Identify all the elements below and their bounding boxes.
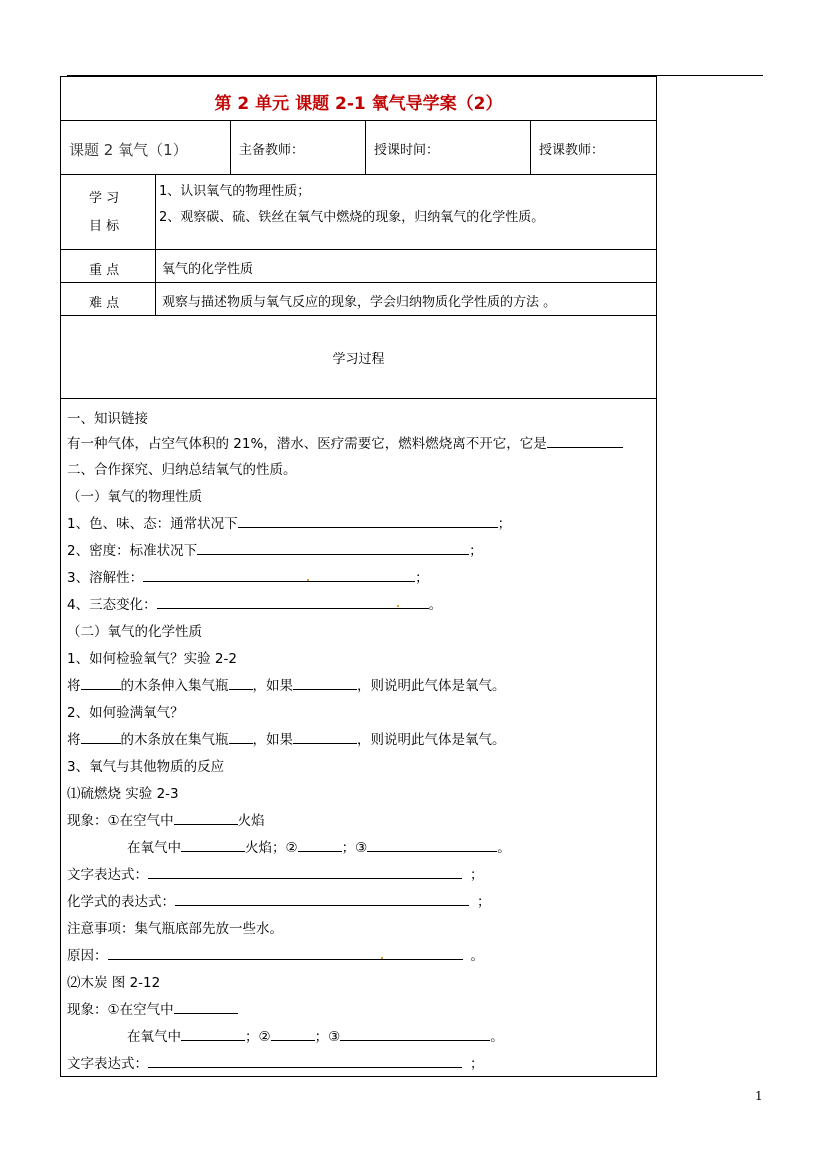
- blank-charcoal-3[interactable]: [340, 1026, 490, 1041]
- blank-full-1[interactable]: [81, 729, 121, 744]
- blank-sulfur-3[interactable]: [367, 837, 497, 852]
- goals-label-a: 学 习: [89, 191, 120, 206]
- semicolon: ；: [469, 543, 483, 559]
- blank-sulfur-2[interactable]: [298, 837, 342, 852]
- test-text-2: 的木条伸入集气瓶: [120, 678, 229, 694]
- sulfur-obs-oxygen: [127, 836, 511, 856]
- difficulty-text-cell: [156, 283, 658, 315]
- period: 。: [428, 597, 443, 613]
- difficulty-label: 难 点: [89, 296, 120, 311]
- full-text-1: 将: [67, 732, 81, 748]
- stray-mark: [381, 957, 383, 959]
- blank-word-eq2[interactable]: [148, 1053, 462, 1068]
- difficulty-label-cell: [61, 283, 156, 315]
- goal-item-2: 2、观察碳、硫、铁丝在氧气中燃烧的现象，归纳氧气的化学性质。: [159, 210, 545, 225]
- header-row: [61, 121, 656, 175]
- time-cell: [366, 121, 531, 174]
- physical-density-text: 2、密度：标准状况下: [67, 543, 198, 559]
- charcoal-obs-label: 现象：①在空气中: [67, 1002, 174, 1018]
- blank-solubility[interactable]: [143, 567, 415, 582]
- question-gas: [67, 432, 623, 452]
- semicolon: ；: [415, 570, 429, 586]
- chem-full-oxygen: 2、如何验满氧气？: [67, 705, 184, 721]
- sep3-text: ；③: [341, 840, 368, 856]
- charcoal-obs-air: [67, 998, 238, 1018]
- blank-charcoal-2[interactable]: [271, 1026, 315, 1041]
- physical-color: [67, 512, 511, 532]
- sep2b-text: ；③: [314, 1029, 341, 1045]
- full-text-3: ，如果: [252, 732, 293, 748]
- difficulty-row: [61, 283, 656, 316]
- difficulty-text: 观察与描述物质与氧气反应的现象，学会归纳物质化学性质的方法 。: [162, 295, 557, 310]
- test-text-1: 将: [67, 678, 81, 694]
- worksheet-table: [60, 76, 657, 1077]
- blank-full-3[interactable]: [293, 729, 357, 744]
- flame-sep-text: 火焰；②: [245, 840, 298, 856]
- test-text-3: ，如果: [252, 678, 293, 694]
- semicolon: ；: [497, 516, 512, 532]
- sulfur-chem-eq: [67, 890, 491, 910]
- chem-full-method: [67, 728, 506, 748]
- chem-test-oxygen: 1、如何检验氧气？实验 2-2: [67, 651, 237, 667]
- word-eq-label: 文字表达式：: [67, 867, 148, 883]
- question-gas-text: 有一种气体，占空气体积的 21%，潜水、医疗需要它，燃料燃烧离不开它，它是: [67, 436, 547, 452]
- blank-sulfur-oxygen[interactable]: [181, 837, 245, 852]
- flame-text: 火焰: [237, 813, 265, 829]
- goal-item-1: 1、认识氧气的物理性质；: [159, 184, 311, 199]
- blank-color[interactable]: [238, 513, 498, 528]
- charcoal-word-eq: [67, 1052, 484, 1072]
- page-number: 1: [755, 1089, 763, 1103]
- chem-test-method: [67, 674, 506, 694]
- full-text-2: 的木条放在集气瓶: [120, 732, 229, 748]
- charcoal-obs-oxygen: [127, 1025, 504, 1045]
- reason-label: 原因：: [67, 948, 108, 964]
- physical-solubility-text: 3、溶解性：: [67, 570, 144, 586]
- goals-label-cell: [61, 175, 156, 249]
- teacher-cell: [231, 121, 366, 174]
- process-title: 学习过程: [332, 352, 385, 367]
- key-point-label-cell: [61, 250, 156, 282]
- stray-mark: [397, 605, 399, 607]
- section-explore: 二、合作探究、归纳总结氧气的性质。: [67, 462, 297, 478]
- semicolon: ；: [477, 894, 491, 910]
- period: 。: [470, 948, 484, 964]
- lesson-name: 课题 2 氧气（1）: [69, 141, 188, 159]
- lecturer-label: 授课教师：: [539, 143, 605, 158]
- sulfur-word-eq: [67, 863, 484, 883]
- physical-color-text: 1、色、味、态：通常状况下: [67, 516, 238, 532]
- physical-solubility: [67, 566, 429, 586]
- physical-states-text: 4、三态变化：: [67, 597, 157, 613]
- blank-charcoal-oxygen[interactable]: [181, 1026, 245, 1041]
- physical-states: [67, 593, 442, 613]
- document-title: 第 2 单元 课题 2-1 氧气导学案（2）: [214, 94, 503, 114]
- blank-full-2[interactable]: [229, 729, 253, 744]
- test-text-4: ，则说明此气体是氧气。: [357, 678, 506, 694]
- blank-test-1[interactable]: [81, 675, 121, 690]
- period: 。: [490, 1029, 504, 1045]
- key-point-row: [61, 250, 656, 283]
- sulfur-notice: 注意事项：集气瓶底部先放一些水。: [67, 921, 283, 937]
- blank-word-eq[interactable]: [148, 864, 462, 879]
- title-row: [61, 77, 656, 121]
- teacher-label: 主备教师：: [239, 143, 305, 158]
- key-point-text: 氧气的化学性质: [162, 262, 254, 277]
- sulfur-heading: ⑴硫燃烧 实验 2-3: [67, 786, 179, 802]
- content-area: [61, 399, 656, 1075]
- blank-sulfur-air[interactable]: [174, 810, 238, 825]
- section-knowledge: 一、知识链接: [67, 411, 148, 427]
- semicolon: ；: [470, 1056, 484, 1072]
- goals-label-b: 目 标: [89, 219, 120, 234]
- word-eq2-label: 文字表达式：: [67, 1056, 148, 1072]
- section-chemical: （二）氧气的化学性质: [67, 624, 202, 640]
- blank-gas[interactable]: [547, 433, 623, 448]
- blank-density[interactable]: [197, 540, 469, 555]
- key-point-text-cell: [156, 250, 658, 282]
- stray-mark: [307, 579, 309, 581]
- blank-chem-eq[interactable]: [175, 891, 469, 906]
- charcoal-heading: ⑵木炭 图 2-12: [67, 975, 161, 991]
- blank-states[interactable]: [157, 594, 429, 609]
- blank-test-3[interactable]: [293, 675, 357, 690]
- goals-row: [61, 175, 656, 250]
- section-physical: （一）氧气的物理性质: [67, 489, 202, 505]
- goals-content-cell: [156, 175, 658, 249]
- full-text-4: ，则说明此气体是氧气。: [357, 732, 506, 748]
- physical-density: [67, 539, 483, 559]
- lesson-cell: [61, 121, 231, 174]
- chem-eq-label: 化学式的表达式：: [67, 894, 175, 910]
- period: 。: [497, 840, 511, 856]
- sulfur-reason: [67, 944, 484, 964]
- blank-test-2[interactable]: [229, 675, 253, 690]
- process-title-row: [61, 316, 656, 399]
- lecturer-cell: [531, 121, 658, 174]
- sulfur-obs-air: [67, 809, 265, 829]
- chem-reactions: 3、氧气与其他物质的反应: [67, 759, 225, 775]
- key-point-label: 重 点: [89, 263, 120, 278]
- time-label: 授课时间：: [374, 143, 440, 158]
- in-oxygen-text: 在氧气中: [127, 1029, 181, 1045]
- semicolon: ；: [470, 867, 484, 883]
- in-oxygen-text: 在氧气中: [127, 840, 181, 856]
- sulfur-obs-label: 现象：①在空气中: [67, 813, 174, 829]
- sep2a-text: ；②: [245, 1029, 271, 1045]
- blank-reason[interactable]: [108, 945, 463, 960]
- blank-charcoal-air[interactable]: [174, 999, 238, 1014]
